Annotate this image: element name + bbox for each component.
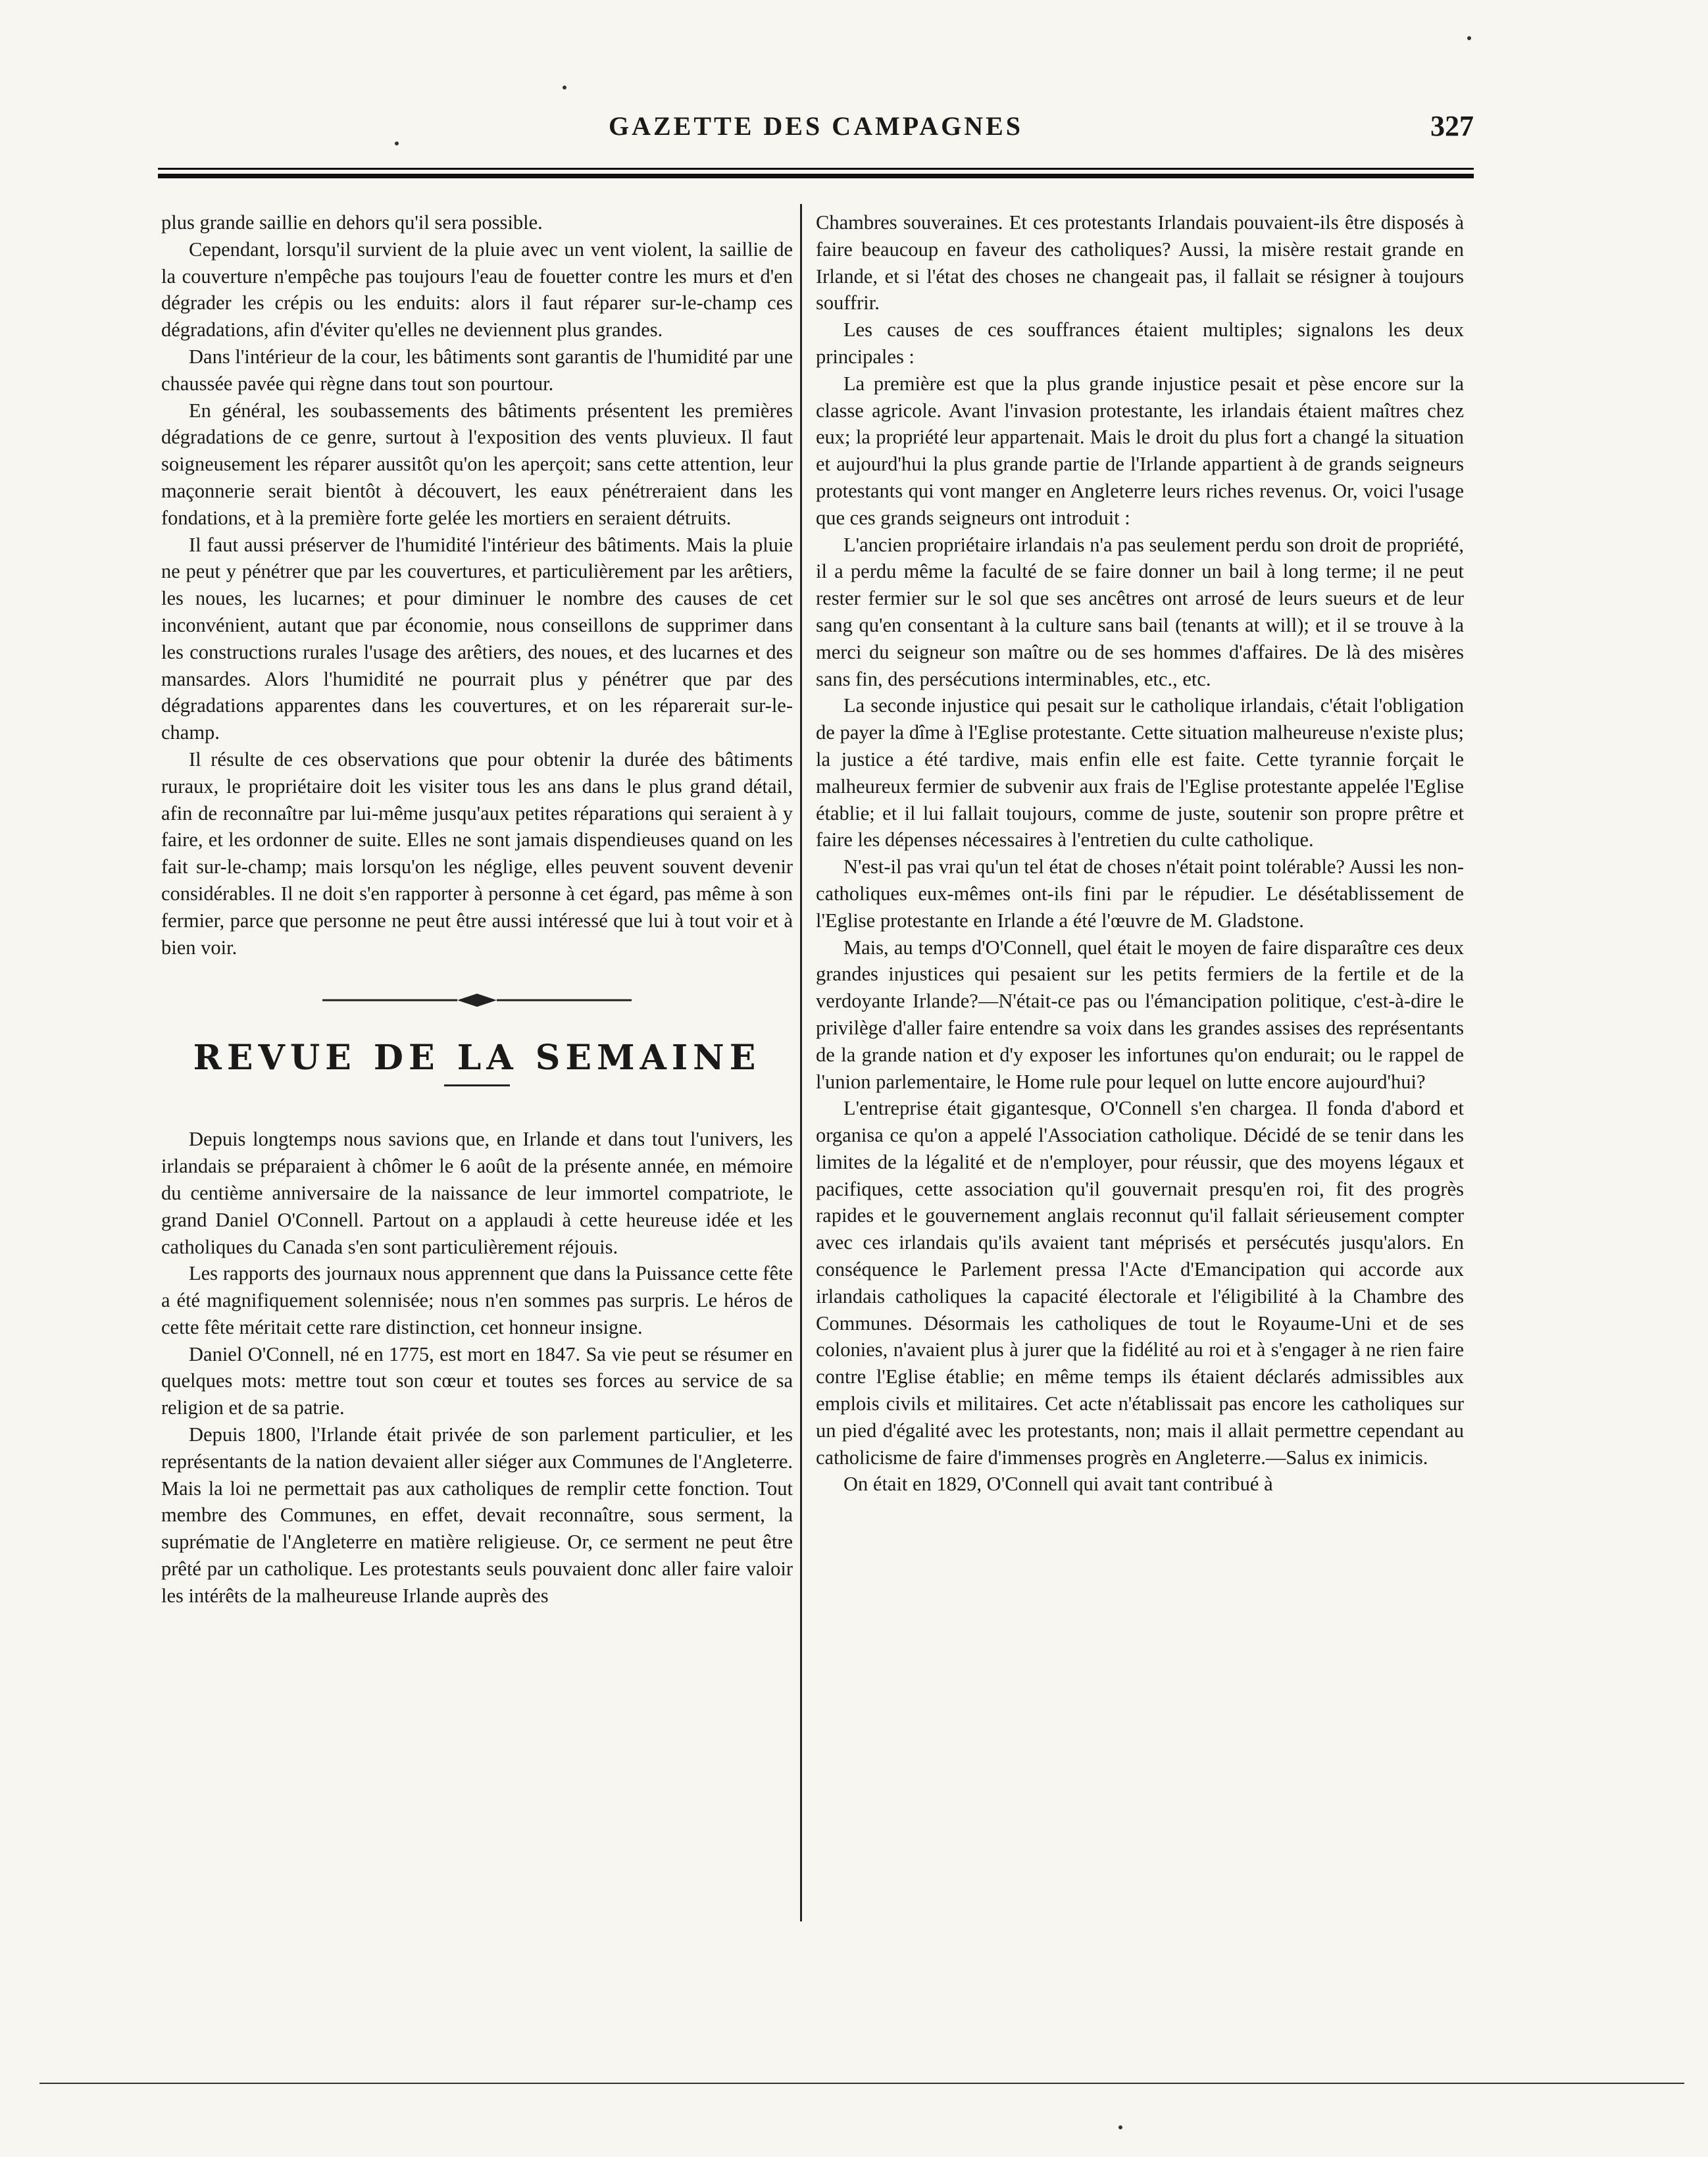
header-rule-bottom <box>158 174 1474 178</box>
ornamental-separator <box>161 992 793 1012</box>
print-speck <box>1467 36 1471 40</box>
left-column <box>161 209 793 1920</box>
paragraph: Depuis longtemps nous savions que, en Irlande et dans tout l'univers, les irlandais se préparaient à chômer le 6 août de la présente année, en mémoire du centième anniversaire de la naissance de leur immortel compatriote, le grand Daniel O'Connell. Partout on a applaudi à cette heureuse idée et les catholiques du Canada s'en sont particulièrement réjouis. <box>161 1128 793 1258</box>
paragraph: Il résulte de ces observations que pour obtenir la durée des bâtiments ruraux, le propriétaire doit les visiter tous les ans dans le plus grand détail, afin de reconnaître par lui-même jusqu'aux petites réparations qui seraient à y faire, et les ordonner de suite. Elles ne sont jamais dispendieuses quand on les fait sur-le-champ; mais lorsqu'on les néglige, elles peuvent souvent devenir considérables. Il ne doit s'en rapporter à personne à cet égard, pas même à son fermier, parce que personne ne peut être aussi intéressé que lui à tout voir et à bien voir. <box>161 748 793 959</box>
section-title: REVUE DE LA SEMAINE <box>193 1038 761 1078</box>
paragraph: plus grande saillie en dehors qu'il sera possible. <box>161 211 543 234</box>
title-underline <box>444 1084 510 1086</box>
publication-title: GAZETTE DES CAMPAGNES <box>608 111 1023 141</box>
paragraph: Les rapports des journaux nous apprennent que dans la Puissance cette fête a été magnifiquement solennisée; nous n'en sommes pas surpris. Le héros de cette fête méritait cette rare distinction, cet honneur insigne. <box>161 1262 793 1338</box>
page-number: 327 <box>1430 110 1474 142</box>
column-divider <box>800 204 802 1921</box>
paragraph: Depuis 1800, l'Irlande était privée de son parlement particulier, et les représentants de la nation devaient aller siéger aux Communes de l'Angleterre. Mais la loi ne permettait pas aux catholiques de remplir cette fonction. Tout membre des Communes, en effet, devait reconnaître, sous serment, la suprématie de l'Angleterre en matière religieuse. Or, ce serment ne peut être prêté par un catholique. Les protestants seuls pouvaient donc aller faire valoir les intérêts de la malheureuse Irlande auprès des <box>161 1423 793 1607</box>
right-column <box>816 209 1464 1920</box>
print-speck <box>1118 2125 1122 2129</box>
paragraph: On était en 1829, O'Connell qui avait tant contribué à <box>843 1473 1273 1496</box>
paragraph: L'ancien propriétaire irlandais n'a pas seulement perdu son droit de propriété, il a perdu même la faculté de se faire donner un bail à long terme; il ne peut rester fermier sur le sol que ses ancêtres ont arrosé de leurs sueurs et de leur sang qu'en consentant à la culture sans bail (tenants at will); et il se trouve à la merci du seigneur son maître ou de ses hommes d'affaires. De là des misères sans fin, des persécutions interminables, etc., etc. <box>816 533 1464 690</box>
paragraph: La seconde injustice qui pesait sur le catholique irlandais, c'était l'obligation de payer la dîme à l'Eglise protestante. Cette situation malheureuse n'existe plus; la justice a été tardive, mais enfin elle est faite. Cette tyrannie forçait le malheureux fermier de subvenir aux frais de l'Eglise protestante appelée l'Eglise établie; et il lui fallait toujours, comme de juste, soutenir son propre prêtre et faire les dépenses nécessaires à l'entretien du culte catholique. <box>816 694 1464 851</box>
paragraph: Les causes de ces souffrances étaient multiples; signalons les deux principales : <box>816 318 1464 368</box>
paragraph: L'entreprise était gigantesque, O'Connell s'en chargea. Il fonda d'abord et organisa ce qu'on a appelé l'Association catholique. Décidé de se tenir dans les limites de la légalité et de n'employer, pour réussir, que des moyens légaux et pacifiques, cette association qu'il gouvernait presqu'en roi, fit des progrès rapides et le gouvernement anglais reconnut qu'il fallait sérieusement compter avec ces irlandais qu'ils avaient tant méprisés et persécutés jusqu'alors. En conséquence le Parlement pressa l'Acte d'Emancipation qui accorde aux irlandais catholiques la capacité électorale et l'éligibilité à la Chambre des Communes. Désormais les catholiques de tout le Royaume-Uni et de ses colonies, n'avaient plus à jurer que la fidélité au roi et à s'engager à ne rien faire contre l'Eglise établie; en même temps ils étaient déclarés admissibles aux emplois civils et militaires. Cet acte n'établissait pas encore les catholiques sur un pied d'égalité avec les protestants, non; mais il allait permettre cependant au catholicisme de faire d'immenses progrès en Angleterre.—Salus ex inimicis. <box>816 1097 1464 1469</box>
paragraph: La première est que la plus grande injustice pesait et pèse encore sur la classe agricole. Avant l'invasion protestante, les irlandais étaient maîtres chez eux; la propriété leur appartenait. Mais le droit du plus fort a changé la situation et aujourd'hui la plus grande partie de l'Irlande appartient à de grands seigneurs protestants qui vont manger en Angleterre leurs riches revenus. Or, voici l'usage que ces grands seigneurs ont introduit : <box>816 372 1464 529</box>
header-rule-top <box>158 168 1474 170</box>
page-header <box>158 105 1474 151</box>
print-speck <box>563 86 566 89</box>
paragraph: N'est-il pas vrai qu'un tel état de choses n'était point tolérable? Aussi les non-catholiques eux-mêmes ont-ils fini par le répudier. Le désétablissement de l'Eglise protestante en Irlande a été l'œuvre de M. Gladstone. <box>816 855 1464 932</box>
paragraph: En général, les soubassements des bâtiments présentent les premières dégradations de ce genre, surtout à l'exposition des vents pluvieux. Il faut soigneusement les réparer aussitôt qu'on les aperçoit; sans cette attention, leur maçonnerie serait bientôt à découvert, les eaux pénétreraient dans les fondations, et à la première forte gelée les mortiers en seraient détruits. <box>161 399 793 529</box>
paragraph: Daniel O'Connell, né en 1775, est mort en 1847. Sa vie peut se résumer en quelques mots: mettre tout son cœur et toutes ses forces au service de sa religion et de sa patrie. <box>161 1342 793 1419</box>
paragraph: Chambres souveraines. Et ces protestants Irlandais pouvaient-ils être disposés à faire beaucoup en faveur des catholiques? Aussi, la misère restait grande en Irlande, et si l'état des choses ne changeait pas, il fallait se résigner à toujours souffrir. <box>816 211 1464 315</box>
paragraph: Mais, au temps d'O'Connell, quel était le moyen de faire disparaître ces deux grandes injustices qui pesaient sur les petits fermiers de la fertile et de la verdoyante Irlande?—N'était-ce pas ou l'émancipation politique, c'est-à-dire le privilège d'aller faire entendre sa voix dans les grandes assises des représentants de la grande nation et d'y exposer les infortunes qu'on endurait; ou le rappel de l'union parlementaire, le Home rule pour lequel on lutte encore aujourd'hui? <box>816 936 1464 1093</box>
paragraph: Dans l'intérieur de la cour, les bâtiments sont garantis de l'humidité par une chaussée pavée qui règne dans tout son pourtour. <box>161 345 793 395</box>
page-bottom-rule <box>39 2083 1684 2084</box>
paragraph: Cependant, lorsqu'il survient de la pluie avec un vent violent, la saillie de la couverture n'empêche pas toujours l'eau de fouetter contre les murs et d'en dégrader les crépis ou les enduits: alors il faut réparer sur-le-champ ces dégradations, afin d'éviter qu'elles ne deviennent plus grandes. <box>161 238 793 342</box>
separator-ornament <box>322 992 632 1008</box>
paragraph: Il faut aussi préserver de l'humidité l'intérieur des bâtiments. Mais la pluie ne peut y pénétrer que par les couvertures, et particulièrement par les arêtiers, les noues, les lucarnes; et pour diminuer le nombre des causes de cet inconvénient, autant que par économie, nous conseillons de supprimer dans les constructions rurales l'usage des arêtiers, des noues, et des lucarnes et des mansardes. Alors l'humidité ne pourrait plus y pénétrer que par des dégradations apparentes dans les couvertures, et on les réparerait sur-le-champ. <box>161 533 793 744</box>
print-speck <box>395 141 399 145</box>
